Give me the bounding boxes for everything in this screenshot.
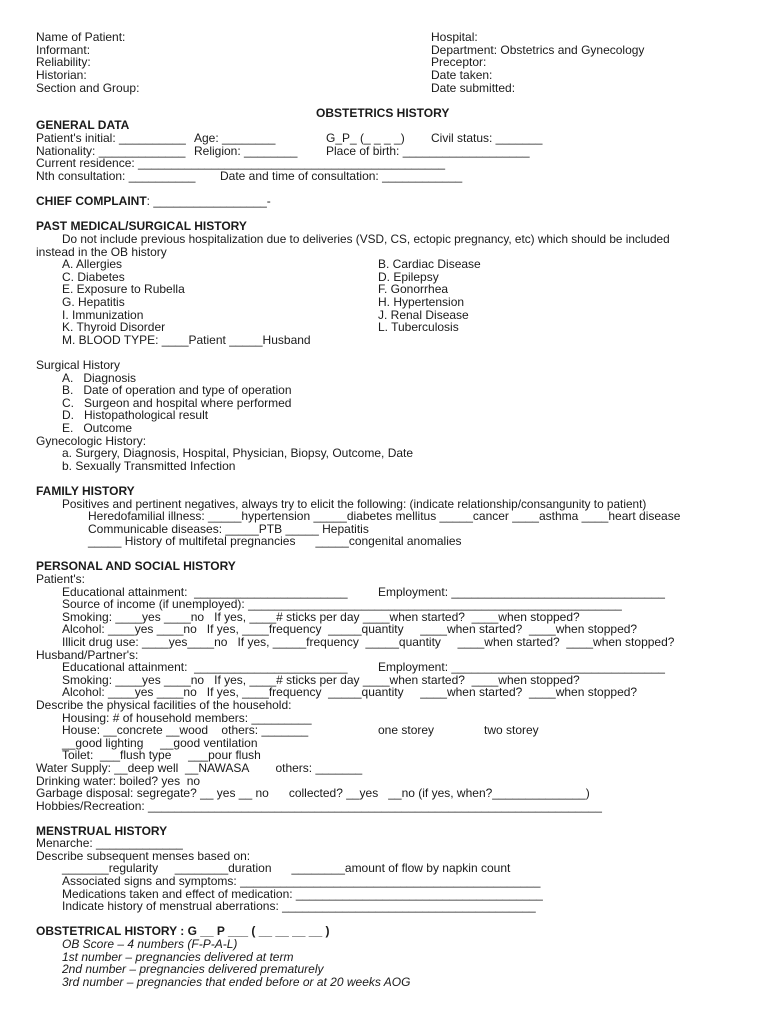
husband-smoking-line: Smoking: ____yes ____no If yes, ____# sticks per day ____when started? ____when stopped? (62, 673, 580, 687)
pmh-item-hypertension: H. Hypertension (378, 295, 465, 309)
surgical-history-heading: Surgical History (36, 358, 121, 372)
page-title: OBSTETRICS HISTORY (316, 106, 450, 120)
gynecologic-history-heading: Gynecologic History: (36, 434, 147, 448)
header-date-submitted: Date submitted: (431, 81, 516, 95)
communicable-line: Communicable diseases: _____PTB _____ Hepatitis (88, 522, 369, 536)
surgical-item-outcome: E. Outcome (62, 421, 133, 435)
surgical-item-surgeon: C. Surgeon and hospital where performed (62, 396, 292, 410)
pmh-item-epilepsy: D. Epilepsy (378, 270, 439, 284)
chief-complaint-line (36, 194, 271, 208)
header-section-group: Section and Group: (36, 81, 140, 95)
pmh-note-line-2: instead in the OB history (36, 245, 167, 259)
nationality-field: Nationality: _____________ (36, 144, 186, 158)
pmh-item-gonorrhea: F. Gonorrhea (378, 282, 449, 296)
water-supply-line: Water Supply: __deep well __NAWASA others: _______ (36, 761, 363, 775)
patient-alcohol-line: Alcohol: ____yes ____no If yes, ____frequency _____quantity ____when started? ____when stopped? (62, 622, 638, 636)
header-preceptor: Preceptor: (431, 55, 487, 69)
gyne-item-sti: b. Sexually Transmitted Infection (62, 459, 236, 473)
pmh-note-line-1: Do not include previous hospitalization due to deliveries (VSD, CS, ectopic pregnancy, etc) which should be included (62, 232, 670, 246)
header-historian: Historian: (36, 68, 87, 82)
pmh-item-cardiac: B. Cardiac Disease (378, 257, 481, 271)
aberrations-field: Indicate history of menstrual aberrations: ______________________________________ (62, 899, 536, 913)
ob-score-line: OB Score – 4 numbers (F-P-A-L) (62, 937, 238, 951)
menstrual-history-heading: MENSTRUAL HISTORY (36, 824, 168, 838)
gp-field: G_P_ (_ _ _ _) (326, 131, 405, 145)
multifetal-line: _____ History of multifetal pregnancies _____congenital anomalies (88, 534, 462, 548)
second-number-line: 2nd number – pregnancies delivered prematurely (62, 962, 324, 976)
two-storey-option: two storey (484, 723, 539, 737)
pmh-item-diabetes: C. Diabetes (62, 270, 125, 284)
heredofamilial-line: Heredofamilial illness: _____hypertension _____diabetes mellitus _____cancer ____asthma ____heart disease (88, 509, 681, 523)
husband-employment-field: Employment: ________________________________ (378, 660, 665, 674)
one-storey-option: one storey (378, 723, 435, 737)
hobbies-line: Hobbies/Recreation: ____________________________________________________________________ (36, 799, 602, 813)
header-hospital: Hospital: (431, 30, 478, 44)
house-line: House: __concrete __wood others: _______ (62, 723, 309, 737)
third-number-line: 3rd number – pregnancies that ended before or at 20 weeks AOG (62, 975, 411, 989)
pmh-item-allergies: A. Allergies (62, 257, 123, 271)
header-informant: Informant: (36, 43, 91, 57)
personal-social-heading: PERSONAL AND SOCIAL HISTORY (36, 559, 236, 573)
garbage-disposal-line: Garbage disposal: segregate? __ yes __ no collected? __yes __no (if yes, when?______________) (36, 786, 590, 800)
religion-field: Religion: ________ (194, 144, 298, 158)
patient-education-field: Educational attainment: _______________________ (62, 585, 348, 599)
gyne-item-surgery: a. Surgery, Diagnosis, Hospital, Physician, Biopsy, Outcome, Date (62, 446, 414, 460)
current-residence-field: Current residence: ______________________________________________ (36, 156, 446, 170)
patient-employment-field: Employment: ________________________________ (378, 585, 665, 599)
age-field: Age: ________ (194, 131, 276, 145)
husband-subheading: Husband/Partner's: (36, 648, 139, 662)
pmh-item-tuberculosis: L. Tuberculosis (378, 320, 459, 334)
chief-complaint-label: CHIEF COMPLAINT (36, 194, 147, 208)
pmh-item-thyroid: K. Thyroid Disorder (62, 320, 166, 334)
header-date-taken: Date taken: (431, 68, 493, 82)
medications-field: Medications taken and effect of medication: _____________________________________ (62, 887, 543, 901)
civil-status-field: Civil status: _______ (431, 131, 543, 145)
patient-initial-field: Patient's initial: __________ (36, 131, 186, 145)
header-department: Department: Obstetrics and Gynecology (431, 43, 645, 57)
first-number-line: 1st number – pregnancies delivered at term (62, 950, 294, 964)
pmh-item-hepatitis: G. Hepatitis (62, 295, 125, 309)
housing-line: Housing: # of household members: _________ (62, 711, 312, 725)
source-of-income-field: Source of income (if unemployed): ________________________________________________________ (62, 597, 622, 611)
patient-drug-line: Illicit drug use: ____yes____no If yes, _____frequency _____quantity ____when started? ____when stopped? (62, 635, 675, 649)
describe-menses-line: Describe subsequent menses based on: (36, 849, 251, 863)
general-data-heading: GENERAL DATA (36, 118, 130, 132)
pmh-item-immunization: I. Immunization (62, 308, 144, 322)
chief-complaint-blank: : _________________- (146, 194, 271, 208)
nth-consultation-field: Nth consultation: __________ (36, 169, 196, 183)
facilities-line: Describe the physical facilities of the household: (36, 698, 292, 712)
pmh-item-blood-type: M. BLOOD TYPE: ____Patient _____Husband (62, 333, 311, 347)
lighting-line: __good lighting __good ventilation (62, 736, 258, 750)
menarche-field: Menarche: _____________ (36, 836, 183, 850)
patients-subheading: Patient's: (36, 572, 85, 586)
surgical-item-histopath: D. Histopathological result (62, 408, 209, 422)
header-name-of-patient: Name of Patient: (36, 30, 126, 44)
past-medical-heading: PAST MEDICAL/SURGICAL HISTORY (36, 219, 247, 233)
obstetrical-history-heading: OBSTETRICAL HISTORY : G __ P ___ ( __ __ __ __ ) (36, 924, 330, 938)
surgical-item-diagnosis: A. Diagnosis (62, 371, 137, 385)
pmh-item-renal: J. Renal Disease (378, 308, 469, 322)
drinking-water-line: Drinking water: boiled? yes no (36, 774, 201, 788)
family-history-heading: FAMILY HISTORY (36, 484, 135, 498)
regularity-line: _______regularity ________duration ________amount of flow by napkin count (62, 861, 511, 875)
pmh-item-rubella: E. Exposure to Rubella (62, 282, 185, 296)
husband-alcohol-line: Alcohol: ____yes ____no If yes, ____frequency _____quantity ____when started? ____when stopped? (62, 685, 638, 699)
place-of-birth-field: Place of birth: ___________________ (326, 144, 530, 158)
header-reliability: Reliability: (36, 55, 91, 69)
toilet-line: Toilet: ___flush type ___pour flush (62, 748, 261, 762)
signs-symptoms-field: Associated signs and symptoms: _____________________________________________ (62, 874, 541, 888)
patient-smoking-line: Smoking: ____yes ____no If yes, ____# sticks per day ____when started? ____when stopped? (62, 610, 580, 624)
family-note: Positives and pertinent negatives, always try to elicit the following: (indicate relationship/consangunity to patient) (62, 497, 647, 511)
surgical-item-date: B. Date of operation and type of operation (62, 383, 292, 397)
husband-education-field: Educational attainment: _______________________ (62, 660, 348, 674)
date-time-consultation-field: Date and time of consultation: ____________ (220, 169, 463, 183)
